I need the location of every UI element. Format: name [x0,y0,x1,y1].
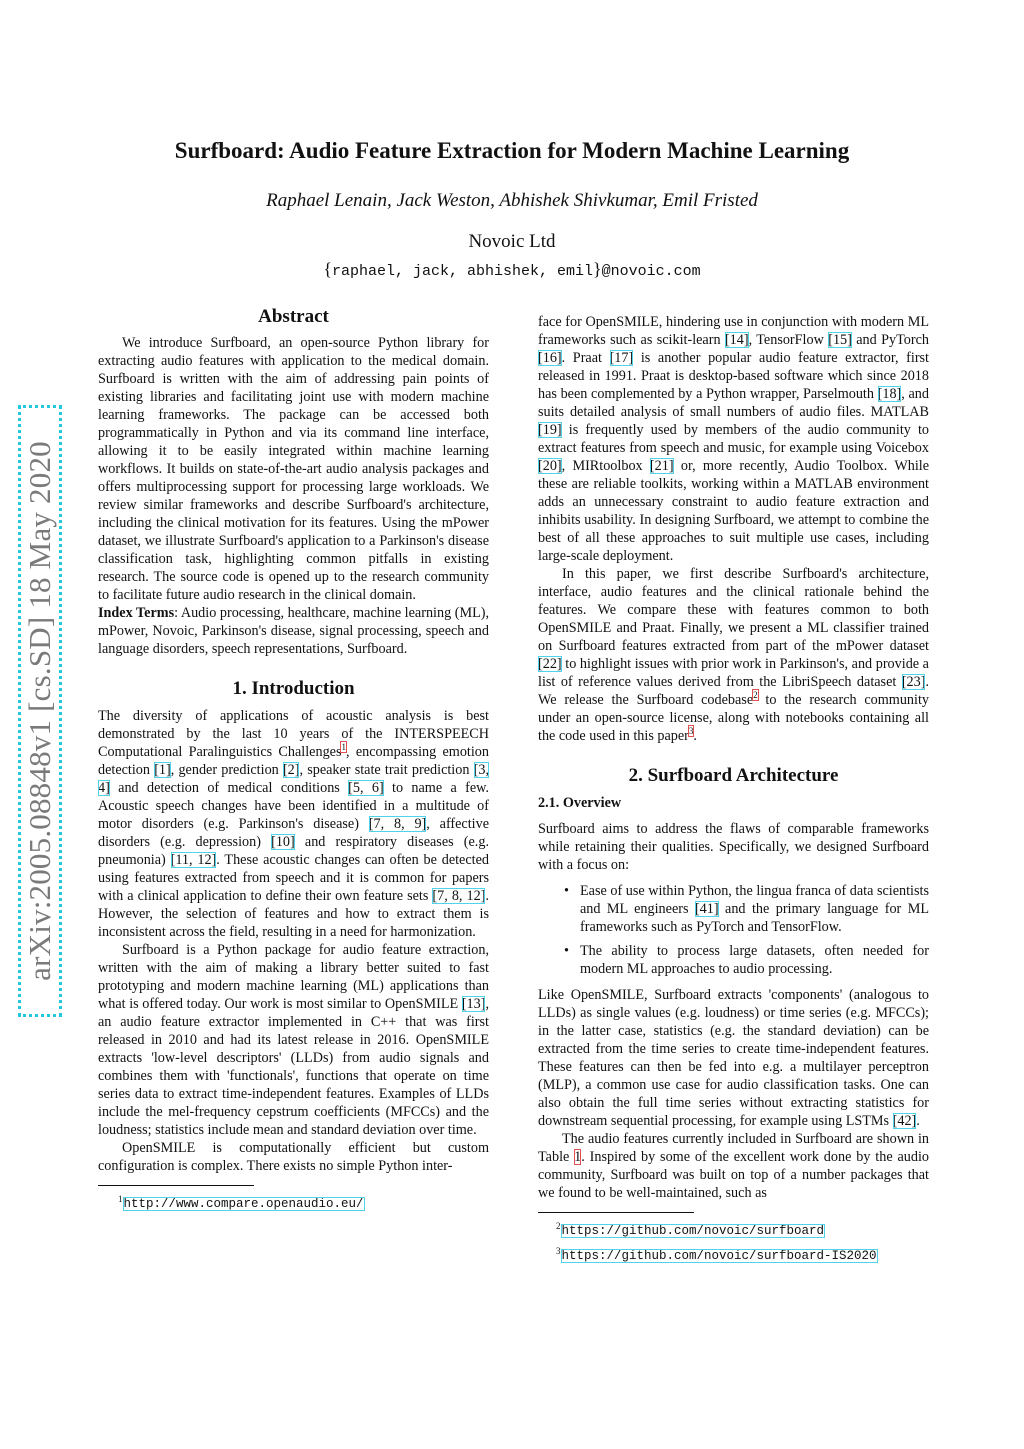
text-run: and respiratory diseases (e.g. pneumonia) [98,834,489,868]
citation-link[interactable]: [41] [694,901,719,917]
footnote-rule [98,1185,254,1186]
citation-link[interactable]: [14] [724,332,749,348]
citation-link[interactable]: [42] [892,1113,917,1129]
footnote-number: 3 [556,1246,561,1257]
overview-subheading: 2.1. Overview [538,795,622,811]
affiliation: Novoic Ltd [468,231,556,252]
table-reference-link[interactable]: 1 [574,1149,582,1165]
intro-paragraph-1 [98,707,489,941]
intro-heading: 1. Introduction [232,678,355,699]
email-brace-open: { [323,259,332,279]
abstract-heading: Abstract [258,306,329,327]
abstract-text: We introduce Surfboard, an open-source Python library for extracting audio features with application to the medical domain. Surfboard is written with the aim of addressing pain points of existing libraries and facilitating joint use with modern machine learning frameworks. The package can be accessed both programmatically in Python and via its command line interface, allowing it to be easily integrated within machine learning workflows. It builds on state-of-the-art audio analysis packages and offers multiprocessing support for processing large workloads. We review similar frameworks and describe Surfboard's architecture, including the clinical motivation for its features. Using the mPower dataset, we illustrate Surfboard's application to a Parkinson's disease classification task, highlighting common pitfalls in existing research. The source code is opened up to the research community to facilitate future audio research in the clinical domain. [98,335,489,603]
text-run: to name a few. Acoustic speech changes have been identified in a multitude of motor disorders (e.g. Parkinson's disease) [98,780,489,832]
list-item: • The ability to process large datasets, often needed for modern ML approaches to audio processing. [580,942,929,978]
citation-link[interactable]: [16] [538,350,562,366]
intro-paragraph-3: OpenSMILE is computationally efficient but custom configuration is complex. There exists no simple Python inter- [98,1140,489,1174]
footnote-number: 2 [556,1221,561,1231]
arxiv-id: arXiv:2005.08848v1 [cs.SD] 18 May 2020 [22,441,57,981]
text-run: . Inspired by some of the excellent work done by the audio community, Surfboard was built on top of a number packages that we found to be well-maintained, such as [538,1149,929,1201]
text-run: , speaker state trait prediction [299,762,474,778]
arxiv-sidebar-stamp[interactable] [18,405,62,1017]
footnote-1 [98,1190,489,1213]
text-run: The audio features currently included in Surfboard are shown in Table [538,1131,929,1165]
citation-link[interactable]: [7, 8, 9] [368,816,427,832]
footnote-3 [538,1242,929,1265]
text-run: face for OpenSMILE, hindering use in conjunction with modern ML frameworks such as scikit-learn [538,314,929,348]
text-run: In this paper, we first describe Surfboard's architecture, interface, audio features and the clinical rationale behind the features. We compare these with features common to both OpenSMILE and Praat. Finally, we present a ML classifier trained on Surfboard features extracted from part of the mPower dataset [538,566,929,654]
paper-title: Surfboard: Audio Feature Extraction for Modern Machine Learning [174,138,850,163]
text-run: . [693,728,697,744]
text-run: to the research community under an open-source license, along with notebooks containing all the code used in this paper [538,692,929,744]
text-run: , gender prediction [170,762,283,778]
footnote-marker[interactable]: 1 [341,742,346,753]
text-run: . However, the selection of features and how to extract them is inconsistent across the field, resulting in a need for harmonization. [98,888,489,940]
design-goals-list [538,882,929,978]
text-run: to highlight issues with prior work in Parkinson's, and provide a list of reference values derived from the LibriSpeech dataset [538,656,929,690]
text-run: and detection of medical conditions [109,780,349,796]
footnote-2 [538,1217,929,1240]
email-domain: @novoic.com [601,263,701,280]
text-run: is another popular audio feature extractor, first released in 1991. Praat is desktop-based software which since 2018 has been complemented by a Python wrapper, Parselmouth [538,350,930,402]
footnote-url-link[interactable]: https://github.com/novoic/surfboard [561,1224,825,1239]
text-run: , encompassing emotion detection [98,744,489,778]
citation-link[interactable]: [20] [538,458,562,474]
footnote-url-link[interactable]: https://github.com/novoic/surfboard-IS2020 [561,1249,877,1264]
citation-link[interactable]: [2] [282,762,300,778]
citation-link[interactable]: [1] [154,762,171,778]
architecture-paragraph-1: Surfboard aims to address the flaws of comparable frameworks while retaining their qualities. Specifically, we designed Surfboard with a focus on: [538,821,929,873]
footnote-rule [538,1212,694,1213]
text-run: , affective disorders (e.g. depression) [98,816,489,850]
author-emails[interactable] [0,259,1024,280]
text-run: , MIRtoolbox [561,458,650,474]
text-run: . These acoustic changes can often be detected using features extracted from speech and it is common for papers with a clinical application to define their own feature sets [98,852,489,904]
citation-link[interactable]: [22] [538,656,562,672]
intro-paragraph-4 [538,565,929,745]
text-run: , an audio feature extractor implemented in C++ that was first released in 2010 and had its latest release in 2016. OpenSMILE extracts 'low-level descriptors' (LLDs) from audio signals and combines them with 'functionals', functions that operate on time series data to extract time-independent features. Examples of LLDs include the mel-frequency cepstrum coefficients (MFCCs) and the loudness; statistics include mean and standard deviation over time. [98,996,489,1138]
text-run: Like OpenSMILE, Surfboard extracts 'components' (analogous to LLDs) as single values (e.g. loudness) or time series (e.g. MFCCs); in the latter case, statistics (e.g. the standard deviation) can be extracted from the time series to create time-independent features. These features can then be fed into e.g. a multilayer perceptron (MLP), a common use case for audio classification tasks. One can also obtain the full time series without extracting statistics for downstream sequential processing, for example using LSTMs [538,987,929,1129]
text-run: Ease of use within Python, the lingua franca of data scientists and ML engineers [580,883,929,917]
footnote-url-link[interactable]: http://www.compare.openaudio.eu/ [123,1197,364,1212]
footnote-marker[interactable]: 2 [753,690,758,701]
text-run: or, more recently, Audio Toolbox. While these are reliable toolkits, working within a MATLAB environment adds an unnecessary constraint to audio feature extraction and inhibits usability. In designing Surfboard, we attempt to combine the best of all these approaches to suit multiple use cases, including large-scale deployment. [538,458,930,564]
email-brace-close: } [593,259,602,279]
citation-link[interactable]: [10] [271,834,295,850]
citation-link[interactable]: [18] [877,386,902,402]
citation-link[interactable]: [21] [649,458,674,474]
citation-link[interactable]: [23] [901,674,926,690]
citation-link[interactable]: [11, 12] [170,852,217,868]
list-item [580,882,929,936]
footnote-number: 1 [118,1194,123,1204]
citation-link[interactable]: [13] [461,996,486,1012]
email-names: raphael, jack, abhishek, emil [331,263,593,280]
text-run: and PyTorch [851,332,929,348]
author-list: Raphael Lenain, Jack Weston, Abhishek Shivkumar, Emil Fristed [266,190,758,211]
intro-paragraph-2 [98,941,489,1139]
text-run: The diversity of applications of acoustic analysis is best demonstrated by the last 10 years of the INTERSPEECH Computational Paralinguistics Challenges [98,708,489,760]
architecture-heading: 2. Surfboard Architecture [628,765,839,786]
index-terms [98,604,489,658]
text-run: . We release the Surfboard codebase [538,674,929,708]
text-run: and the primary language for ML frameworks such as PyTorch and TensorFlow. [580,901,929,935]
citation-link[interactable]: [19] [538,422,562,438]
text-run: is frequently used by members of the audio community to extract features from speech and music, for example using Voicebox [538,422,929,456]
architecture-paragraph-2 [538,986,929,1130]
text-run: , TensorFlow [748,332,829,348]
index-terms-label: Index Terms [98,605,175,621]
text-run: . [916,1113,920,1129]
text-run: , and suits detailed analysis of small numbers of audio files. MATLAB [538,386,929,420]
right-column [538,313,929,1265]
architecture-paragraph-3 [538,1130,929,1202]
left-column [98,308,489,1213]
citation-link[interactable]: [3, 4] [98,762,489,796]
citation-link[interactable]: [17] [609,350,634,366]
footnote-marker[interactable]: 3 [688,726,694,737]
index-terms-text: : Audio processing, healthcare, machine learning (ML), mPower, Novoic, Parkinson's disease, signal processing, speech and language disorders, speech representations, Surfboard. [98,605,490,657]
citation-link[interactable]: [5, 6] [348,780,384,796]
text-run: Surfboard is a Python package for audio feature extraction, written with the aim of making a library better suited to fast prototyping and modern machine learning (ML) applications than what is offered today. Our work is most similar to OpenSMILE [98,942,489,1012]
citation-link[interactable]: [15] [828,332,852,348]
text-run: . Praat [561,350,610,366]
intro-paragraph-3-continued [538,313,929,565]
citation-link[interactable]: [7, 8, 12] [432,888,486,904]
